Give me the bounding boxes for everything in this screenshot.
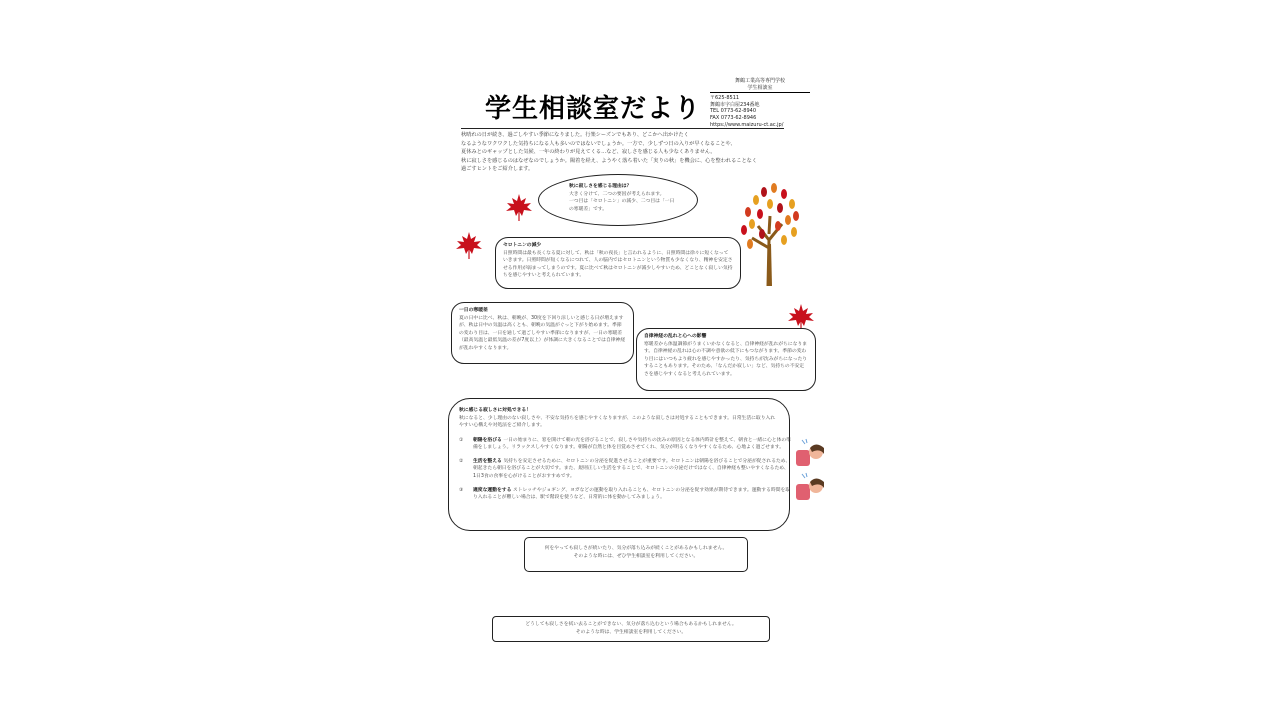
contact-org-line1: 舞鶴工業高等専門学校 [734, 78, 785, 84]
temperature-difference-text: 夏の日中に比べ、秋は、朝晩が、30度を下回り涼しいと感じる日が増えますが、秋は日中の気温は高くとも、朝晩の気温がぐっと下がり始めます。季節の変わり目は、一日を通して過ごしやすい季節になりますが、一日の寒暖差（最高気温と最低気温の差が7度以上）が体調に大きくなることでは自律神経が乱れやすくなります。 [459, 315, 626, 351]
footer-notice-box [492, 616, 770, 642]
tip-text: ストレッチやジョギング、ヨガなどの運動を取り入れることも、セロトニンの分泌を促す効果が期待できます。運動する時間を取り入れることが難しい場合は、駅で階段を使うなど、日常的に体を動かしてみましょう。 [473, 487, 791, 500]
resting-person-icon [794, 472, 828, 502]
coping-tip [459, 437, 791, 451]
temperature-difference-box [451, 302, 634, 364]
contact-address: 舞鶴市字白屋234番地 [710, 101, 760, 108]
header-divider [461, 128, 784, 129]
contact-tel: TEL 0773-62-8940 [710, 108, 757, 115]
intro-paragraph [461, 131, 801, 174]
newsletter-page [448, 70, 833, 650]
maple-leaf-icon [504, 192, 534, 222]
autonomic-text: 寒暖差から体温調節がうまくいかなくなると、自律神経が乱れがちになります。自律神経の乱れは心の不調や意欲の低下にもつながります。季節の変わり目にはいつもより疲れを感じやすかったり、気持ちが沈みがちになったりすることもあります。そのため、「なんだか寂しい」など、気持ちの不安定さを感じやすくなると考えられています。 [644, 341, 808, 377]
maple-leaf-icon [454, 230, 484, 260]
footer-line: そのような時は、学生相談室を利用してください。 [575, 629, 687, 635]
footer-line: どうしても寂しさを拭い去ることができない、気分が落ち込むという場合もあるかもしれません。 [525, 622, 737, 627]
reason-heading: 秋に寂しさを感じる理由は？ [569, 184, 632, 189]
coping-heading: 秋に感じる寂しさに対処できる！ [459, 408, 531, 413]
coping-tip [459, 487, 791, 501]
contact-org-line2: 学生相談室 [747, 84, 773, 91]
tip-title: 適度な運動をする [473, 487, 512, 493]
serotonin-box [495, 237, 741, 289]
tip-number: ① [459, 437, 464, 443]
tip-text: 一日の始まりに、窓を開けて朝の光を浴びることで、寂しさや気持ちの沈みの原因となる体内時計を整えて、朝食と一緒に心と体の準備をしましょう。リラックスしやすくなります。朝陽が自然と体を目覚めさせてくれ、気分が明るくなりやすくなるため、心地よく過ごせます。 [473, 437, 791, 450]
tip-title: 朝陽を浴びる [473, 437, 502, 443]
reason-oval [538, 174, 698, 226]
autonomic-heading: 自律神経の乱れと心への影響 [644, 334, 707, 339]
tip-number: ② [459, 459, 464, 465]
contact-block [710, 78, 810, 128]
tip-number: ③ [459, 487, 464, 493]
coping-tips-box [448, 398, 790, 531]
autumn-tree-icon [738, 178, 802, 286]
consult-notice-box [524, 537, 748, 572]
contact-fax: FAX 0773-62-8946 [710, 114, 757, 121]
serotonin-heading: セロトニンの減少 [503, 243, 542, 248]
consult-line: 何をやっても寂しさが続いたり、気分が落ち込みが続くことがあるかもしれません。 [544, 546, 728, 551]
intro-line: 夏休みとのギャップとした気候、一年の終わりが見えてくる…など、寂しさを感じる人も少なくありません。 [461, 149, 716, 156]
contact-postal: 〒625-8511 [710, 95, 740, 102]
intro-line: 過ごすヒントをご紹介します。 [461, 166, 534, 173]
tip-title: 生活を整える [473, 459, 502, 465]
intro-line: 秋晴れの日が続き、過ごしやすい季節になりました。行楽シーズンでもあり、どこかへ出かけたく [461, 132, 689, 138]
newsletter-title: 学生相談室だより [485, 94, 702, 124]
intro-line: なるようなワクワクした気持ちになる人も多いのではないでしょうか。一方で、少しずつ日の入りが早くなることや、 [461, 140, 736, 147]
autonomic-box [636, 328, 816, 391]
tip-text: 気持ちを安定させるために、セロトニンの分泌を促進させることが重要です。セロトニンは朝陽を浴びることで分泌が促されるため、朝起きたら朝日を浴びることが大切です。また、規則正しい生活をすることで、セロトニンの分泌だけではなく、自律神経も整いやすくなるため、1日3食の食事を心がけることがおすすめです。 [473, 459, 791, 479]
reason-line: 大きく分けて、二つの要因が考えられます。 [569, 191, 665, 197]
intro-line: 秋に寂しさを感じるのはなぜなのでしょうか。陽着を経え、ようやく落ち着いた「実りの秋」を機会に、心を整われることなく [461, 157, 758, 164]
contact-rule [710, 92, 810, 93]
contact-url[interactable]: https://www.maizuru-ct.ac.jp/ [710, 121, 784, 128]
coping-lead: 秋になると、少し理由のない寂しさや、不安な気持ちを感じやすくなりますが、このような寂しさは対処することもできます。日常生活に取り入れやすい心構えや対処法をご紹介します。 [459, 415, 776, 429]
reason-line: の寒暖差」です。 [569, 206, 607, 212]
consult-line: そのような時には、ぜひ学生相談室を利用してください。 [573, 553, 699, 559]
coping-tip [459, 458, 791, 480]
resting-person-icon [794, 438, 828, 468]
temperature-difference-heading: 一日の寒暖差 [459, 308, 488, 313]
serotonin-text: 日照時間は最も長くなる夏に対して、秋は「秋の夜長」と言われるように、日照時間は徐々に短くなっていきます。日照時間が短くなるにつれて、人の脳内ではセロトニンという物質も少なくなり、精神を安定させる作用が弱まってしまうのです。夏に比べて秋はセロトニンが減少しやすいため、どことなく寂しい気持ちを感じやすいと考えられています。 [503, 250, 733, 279]
reason-line: 一つ目は「セロトニン」の減少、二つ目は「一日 [569, 199, 675, 205]
